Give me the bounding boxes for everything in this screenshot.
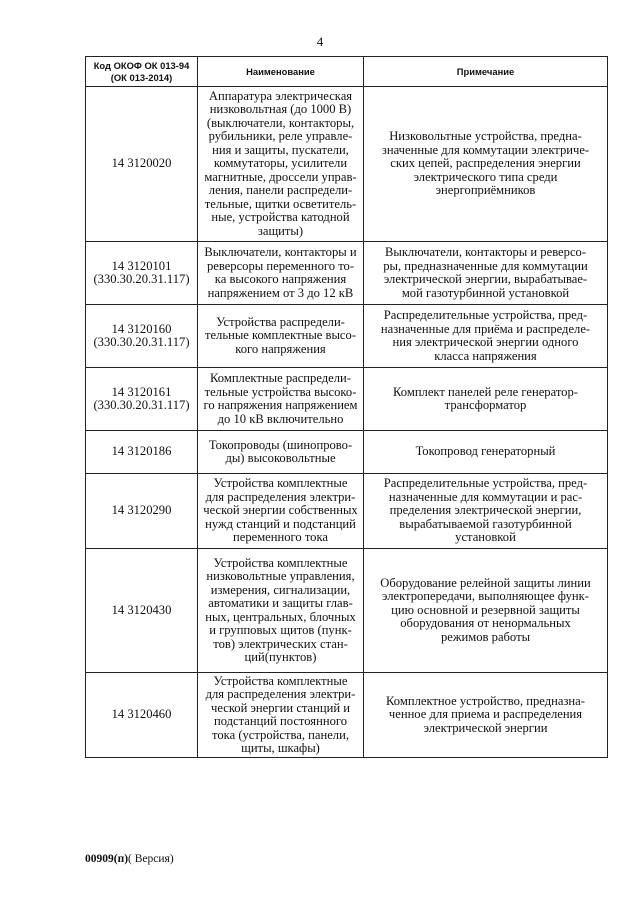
table-header-row bbox=[86, 57, 608, 87]
name-cell: Аппаратура электрическая низковольтная (до 1000 В) (выключатели, контакторы, рубильники, реле управле- ния и защиты, пускатели, коммутаторы, усилители магнитные, дроссели управ- ления, панели распредели- тельные, щитки осветитель- ные, устройства катодной защиты) bbox=[198, 87, 364, 242]
code-cell: 14 3120290 bbox=[86, 474, 198, 549]
table-row bbox=[86, 474, 608, 549]
document-version: ( Версия) bbox=[128, 853, 174, 865]
table-body bbox=[86, 87, 608, 758]
page-number: 4 bbox=[316, 34, 324, 49]
table-row bbox=[86, 305, 608, 368]
table-row bbox=[86, 242, 608, 305]
code-cell: 14 3120460 bbox=[86, 673, 198, 758]
header-note: Примечание bbox=[364, 57, 608, 87]
code-cell: 14 3120186 bbox=[86, 431, 198, 474]
note-cell: Оборудование релейной защиты линии электропередачи, выполняющее функ- цию основной и резервной защиты оборудования от ненормальных режимов работы bbox=[364, 549, 608, 673]
code-cell: 14 3120020 bbox=[86, 87, 198, 242]
note-cell: Комплект панелей реле генератор- трансформатор bbox=[364, 368, 608, 431]
table-row bbox=[86, 549, 608, 673]
header-code: Код ОКОФ ОК 013-94 (ОК 013-2014) bbox=[86, 57, 198, 87]
note-cell: Выключатели, контакторы и реверсо- ры, предназначенные для коммутации электрической энергии, вырабатывае- мой газотурбинной установкой bbox=[364, 242, 608, 305]
name-cell: Устройства комплектные для распределения электри- ческой энергии собственных нужд станций и подстанций переменного тока bbox=[198, 474, 364, 549]
code-cell: 14 3120161 (330.30.20.31.117) bbox=[86, 368, 198, 431]
code-cell: 14 3120430 bbox=[86, 549, 198, 673]
table-row bbox=[86, 431, 608, 474]
note-cell: Распределительные устройства, пред- назначенные для приёма и распределе- ния электрической энергии одного класса напряжения bbox=[364, 305, 608, 368]
note-cell: Комплектное устройство, предназна- ченное для приема и распределения электрической энергии bbox=[364, 673, 608, 758]
note-cell: Распределительные устройства, пред- назначенные для коммутации и рас- пределения электрической энергии, вырабатываемой газотурбинной установкой bbox=[364, 474, 608, 549]
code-cell: 14 3120101 (330.30.20.31.117) bbox=[86, 242, 198, 305]
document-code: 00909(п) bbox=[85, 853, 129, 865]
name-cell: Устройства распредели- тельные комплектные высо- кого напряжения bbox=[198, 305, 364, 368]
name-cell: Устройства комплектные для распределения электри- ческой энергии станций и подстанций постоянного тока (устройства, панели, щиты, шкафы) bbox=[198, 673, 364, 758]
note-cell: Низковольтные устройства, предна- значенные для коммутации электриче- ских цепей, распределения энергии электрического типа среди энергоприёмников bbox=[364, 87, 608, 242]
code-cell: 14 3120160 (330.30.20.31.117) bbox=[86, 305, 198, 368]
header-name: Наименование bbox=[198, 57, 364, 87]
name-cell: Устройства комплектные низковольтные управления, измерения, сигнализации, автоматики и защиты глав- ных, центральных, блочных и групповых щитов (пунк- тов) электрических стан- ций(пунктов) bbox=[198, 549, 364, 673]
okof-table bbox=[85, 56, 608, 758]
document-footer bbox=[85, 853, 174, 865]
name-cell: Токопроводы (шинопрово- ды) высоковольтные bbox=[198, 431, 364, 474]
table-row bbox=[86, 368, 608, 431]
table-row bbox=[86, 87, 608, 242]
table-row bbox=[86, 673, 608, 758]
name-cell: Выключатели, контакторы и реверсоры переменного то- ка высокого напряжения напряжением от 3 до 12 кВ bbox=[198, 242, 364, 305]
note-cell: Токопровод генераторный bbox=[364, 431, 608, 474]
name-cell: Комплектные распредели- тельные устройства высоко- го напряжения напряжением до 10 кВ включительно bbox=[198, 368, 364, 431]
